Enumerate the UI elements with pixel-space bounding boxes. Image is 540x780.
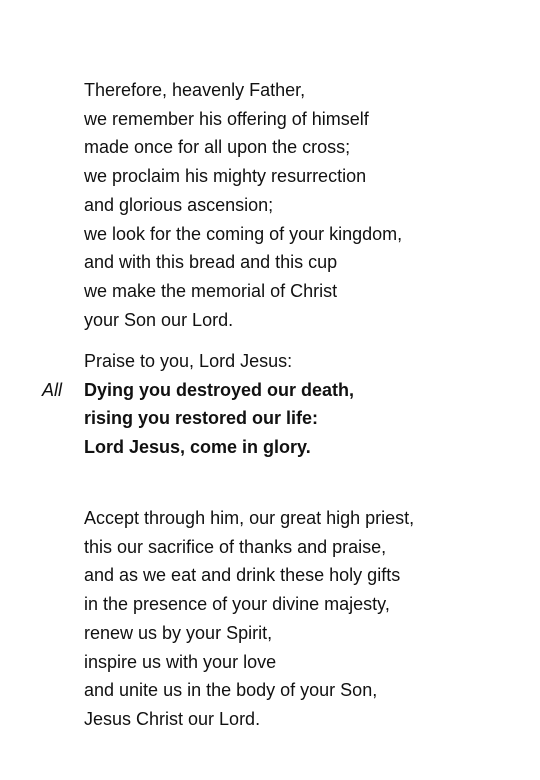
text-line: we look for the coming of your kingdom, <box>84 223 403 244</box>
text-line: we make the memorial of Christ <box>84 280 338 301</box>
text-line: Accept through him, our great high priest, <box>84 508 415 528</box>
text-line: Therefore, heavenly Father, <box>84 80 306 100</box>
text-line: and glorious ascension; <box>84 194 274 215</box>
text-line: inspire us with your love <box>84 651 277 672</box>
congregation-response <box>42 376 520 462</box>
text-line: Jesus Christ our Lord. <box>84 708 261 729</box>
response-line: rising you restored our life: <box>84 408 319 429</box>
text-line: and unite us in the body of your Son, <box>84 680 378 701</box>
response-line: Dying you destroyed our death, <box>84 379 355 400</box>
stanza-acclamation <box>42 347 520 462</box>
stanza-oblation <box>84 504 520 734</box>
text-line: and as we eat and drink these holy gifts <box>84 565 401 586</box>
text-line: and with this bread and this cup <box>84 252 338 273</box>
text-line: your Son our Lord. <box>84 309 234 330</box>
speaker-label: All <box>42 379 63 400</box>
text-line: renew us by your Spirit, <box>84 622 273 643</box>
text-line: we remember his offering of himself <box>84 108 369 129</box>
acclamation-intro: Praise to you, Lord Jesus: <box>84 351 293 371</box>
text-line: in the presence of your divine majesty, <box>84 594 390 615</box>
text-line: we proclaim his mighty resurrection <box>84 166 367 187</box>
text-line: made once for all upon the cross; <box>84 137 351 158</box>
response-line: Lord Jesus, come in glory. <box>84 437 311 458</box>
stanza-anamnesis <box>84 76 520 334</box>
text-line: this our sacrifice of thanks and praise, <box>84 536 387 557</box>
